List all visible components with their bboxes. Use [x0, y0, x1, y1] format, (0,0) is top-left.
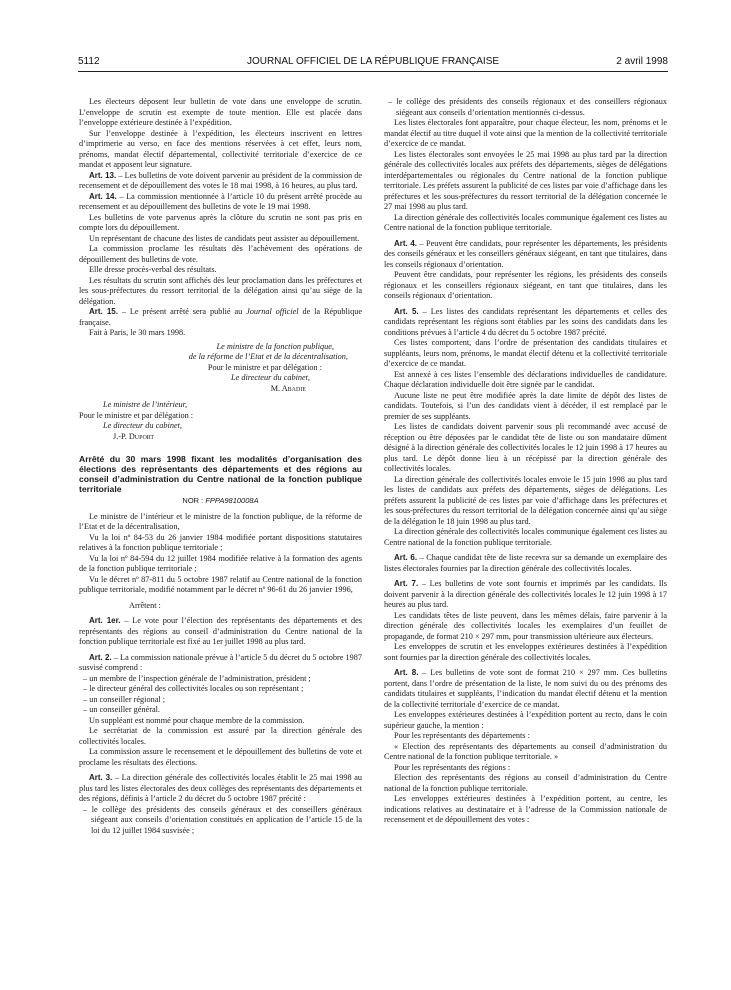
decree-title: Arrêté du 30 mars 1998 fixant les modalités d’organisation des élections des représentants des départements et des régions au conseil d’administration du Centre national de la fonction publique territoriale — [79, 454, 362, 494]
paragraph: Sur l’enveloppe destinée à l’expédition, les électeurs inscrivent en lettres d’imprimerie au verso, en face des mentions réservées à cet effet, leurs nom, prénoms, mandat électif départemental, collectivité territoriale d’exercice de ce mandat et apposent leur signature. — [79, 128, 362, 169]
paragraph: Les électeurs déposent leur bulletin de vote dans une enveloppe de scrutin. L’enveloppe de scrutin est exempte de toute mention. Elle est placée dans l’enveloppe extérieure destinée à l’expédition. — [79, 97, 362, 127]
list-item: – le directeur général des collectivités locales ou son représentant ; — [83, 684, 304, 693]
list-item: – un conseiller général. — [83, 705, 160, 714]
signatory-name: J.-P. Duport — [113, 431, 155, 441]
paragraph: Un suppléant est nommé pour chaque membre de la commission. — [89, 715, 305, 725]
visa: Vu le décret nº 87-811 du 5 octobre 1987 relatif au Centre national de la fonction publique territoriale, modifié notamment par le décret nº 96-61 du 26 janvier 1996, — [79, 574, 362, 594]
article-text: de la République française. — [79, 307, 363, 327]
paragraph: Le secrétariat de la commission est assuré par la direction générale des collectivités locales. — [79, 726, 362, 746]
right-column — [384, 97, 667, 826]
paragraph: La direction générale des collectivités locales envoie le 15 juin 1998 au plus tard les listes de candidats aux préfets des départements, sièges de délégations. Les préfets assurent la publicité de ces listes par voie d’affichage dans les préfectures et les sous-préfectures du ressort territorial de la délégation concernée ainsi qu’au siège de la délégation le 18 juin 1998 au plus tard. — [384, 474, 667, 526]
signatory-role: Le directeur du cabinet, — [231, 373, 310, 382]
header-rule — [78, 71, 668, 72]
signature-block-1 — [79, 342, 362, 395]
paragraph: Les résultats du scrutin sont affichés dès leur proclamation dans les préfectures et les sous-préfectures du ressort territorial de la délégation ainsi qu’au siège de la délégation. — [79, 275, 362, 306]
article-15 — [79, 307, 362, 328]
article-label: Art. 5. — [394, 306, 419, 316]
paragraph: La direction générale des collectivités locales communique également ces listes au Centre national de la fonction publique territoriale. — [384, 212, 667, 232]
signatory-title: de la réforme de l’Etat et de la décentralisation, — [188, 352, 348, 361]
preamble: Le ministre de l’intérieur et le ministre de la fonction publique, de la réforme de l’Etat et de la décentralisation, — [79, 511, 362, 531]
left-column — [79, 97, 362, 836]
nor-code: FPPA9810008A — [205, 496, 259, 505]
visa: Vu la loi nº 84-594 du 12 juillet 1984 modifiée relative à la formation des agents de la fonction publique territoriale ; — [79, 553, 362, 573]
article-label: Art. 6. — [394, 553, 418, 562]
paragraph: La commission proclame les résultats dès l’achèvement des opérations de dépouillement des bulletins de vote. — [79, 244, 362, 264]
article-text: – Les bulletins de vote doivent parvenir au président de la commission de recensement et de dépouillement des votes le 18 mai 1998, à 16 heures, au plus tard. — [79, 170, 363, 190]
signatory-title: Le ministre de l’intérieur, — [103, 400, 188, 409]
article-label: Art. 2. — [89, 652, 112, 662]
article-label: Art. 7. — [394, 579, 419, 588]
paragraph: Les enveloppes extérieures destinées à l’expédition portent au recto, dans le coin supérieur gauche, la mention : — [384, 710, 667, 730]
paragraph: Est annexé à ces listes l’ensemble des déclarations individuelles de candidature. Chaque déclaration individuelle doit être signée par le candidat. — [384, 369, 667, 389]
nor-reference — [79, 496, 362, 507]
article-text: – Les bulletins de vote sont fournis et imprimés par les candidats. Ils doivent parvenir à la direction générale des collectivités locales le 12 juin 1998 à 17 heures au plus tard. — [384, 579, 667, 609]
nor-label: NOR : — [182, 496, 206, 505]
article-4 — [384, 239, 667, 271]
paragraph: Les bulletins de vote parvenus après la clôture du scrutin ne sont pas pris en compte lors du dépouillement. — [79, 212, 362, 232]
paragraph: Aucune liste ne peut être modifiée après la date limite de dépôt des listes de candidats. Toutefois, si l’un des candidats vient à décéder, il est remplacé par le premier de ses suppléants. — [384, 390, 667, 421]
page-header — [78, 56, 668, 70]
article-label: Art. 3. — [89, 773, 113, 782]
arretent: Arrêtent : — [129, 600, 161, 610]
article-1 — [79, 616, 362, 648]
paragraph: Les enveloppes de scrutin et les enveloppes extérieures destinées à l’expédition sont fournies par la direction générale des collectivités locales. — [384, 642, 667, 662]
article-text: – Chaque candidat tête de liste recevra sur sa demande un exemplaire des listes électorales fournies par la direction générale des collectivités locales. — [384, 553, 667, 573]
signature-block-2 — [79, 400, 362, 442]
paragraph: Elle dresse procès-verbal des résultats. — [89, 265, 217, 274]
paragraph: Peuvent être candidats, pour représenter les régions, les présidents des conseils régionaux et les conseillers régionaux siégeant, en tant que titulaires, dans les conseils régionaux d’orientation. — [384, 270, 667, 300]
article-3 — [79, 773, 362, 805]
list-item: – le collège des présidents des conseils généraux et des conseillers généraux siégeant aux conseils d’orientation constitués en application de l’article 15 de la loi du 12 juillet 1984 susvisée ; — [83, 804, 362, 835]
signatory-role: Le directeur du cabinet, — [103, 421, 182, 430]
paragraph: Les listes électorales font apparaître, pour chaque électeur, les nom, prénoms et le mandat électif au titre duquel il vote ainsi que la mention de la collectivité territoriale d’exercice de ce mandat. — [384, 118, 667, 148]
paragraph: Pour les représentants des régions : — [394, 762, 511, 772]
paragraph: Election des représentants des régions au conseil d’administration du Centre national de la fonction publique territoriale. — [384, 773, 667, 793]
paragraph: Les listes de candidats doivent parvenir sous pli recommandé avec accusé de réception ou être déposées par le candidat tête de liste ou son mandataire dûment désigné à la direction générale des collectivités locales le 12 juin 1998 à 17 heures au plus tard. Le dépôt donne lieu à un récépissé par la direction générale des collectivités locales. — [384, 422, 667, 473]
article-label: Art. 15. — [89, 307, 118, 316]
publication-date: 2 avril 1998 — [616, 56, 668, 67]
article-label: Art. 4. — [394, 238, 418, 248]
paragraph: Pour les représentants des départements : — [394, 731, 530, 740]
page-number: 5112 — [78, 56, 100, 67]
list-item: – un conseiller régional ; — [83, 694, 166, 704]
journal-title: JOURNAL OFFICIEL DE LA RÉPUBLIQUE FRANÇAISE — [246, 56, 500, 67]
delegation-line: Pour le ministre et par délégation : — [207, 362, 322, 372]
paragraph: Les candidats têtes de liste peuvent, dans les mêmes délais, faire parvenir à la direction générale des collectivités locales les exemplaires d’un feuillet de propagande, de format 210 × 297 mm, pour transmission ultérieure aux électeurs. — [384, 610, 667, 641]
article-label: Art. 14. — [89, 191, 117, 201]
article-text: – Peuvent être candidats, pour représenter les départements, les présidents des conseils généraux et les conseillers généraux siégeant, en tant que titulaires, dans les conseils régionaux d’orientation. — [384, 238, 668, 269]
article-text: – Les bulletins de vote sont de format 210 × 297 mm. Ces bulletins portent, dans l’ordre de présentation de la liste, le nom suivi du ou des prénoms des candidats titulaires et suppléants, l’indication du mandat électif détenu et la mention de la collectivité territoriale d’exercice de ce mandat. — [384, 668, 667, 709]
article-text: – La commission mentionnée à l’article 10 du présent arrêté procède au recensement et au dépouillement des bulletins de vote le 19 mai 1998. — [79, 191, 362, 211]
signatory-title: Le ministre de la fonction publique, — [216, 341, 334, 351]
article-text: – La commission nationale prévue à l’article 5 du décret du 5 octobre 1987 susvisé comprend : — [79, 652, 362, 672]
article-text: – Le présent arrêté sera publié au — [117, 307, 247, 316]
article-label: Art. 1er. — [89, 616, 121, 625]
signatory-name: M. Abadie — [270, 383, 306, 393]
paragraph: Ces listes comportent, dans l’ordre de présentation des candidats titulaires et suppléants, leurs nom, prénoms, le mandat électif détenu et la collectivité territoriale d’exercice de ce mandat. — [384, 338, 667, 368]
done-at: Fait à Paris, le 30 mars 1998. — [89, 328, 186, 337]
paragraph: Les listes électorales sont envoyées le 25 mai 1998 au plus tard par la direction générale des collectivités locales aux préfets des départements, sièges de délégations interdépartementales ou régionales du Centre national de la fonction publique territoriale. Les préfets assurent la publicité de ces listes par voie d’affichage dans les préfectures et les sous-préfectures du ressort territorial de la délégation concernée le 27 mai 1998 au plus tard. — [384, 149, 667, 211]
delegation-line: Pour le ministre et par délégation : — [79, 410, 194, 420]
paragraph: « Election des représentants des départements au conseil d’administration du Centre national de la fonction publique territoriale. » — [384, 741, 667, 761]
article-14 — [79, 192, 362, 213]
paragraph: La direction générale des collectivités locales communique également ces listes au Centre national de la fonction publique territoriale. — [384, 527, 667, 547]
paragraph: Les enveloppes extérieures destinées à l’expédition portent, au centre, les indications relatives au destinataire et à l’adresse de la Commission nationale de recensement et de dépouillement des votes : — [384, 794, 667, 824]
article-label: Art. 8. — [394, 668, 419, 677]
article-6 — [384, 553, 667, 574]
article-5 — [384, 307, 667, 339]
article-2 — [79, 653, 362, 674]
paragraph: La commission assure le recensement et le dépouillement des bulletins de vote et proclame les résultats des élections. — [79, 747, 362, 767]
article-label: Art. 13. — [89, 170, 117, 180]
article-text: – Les listes des candidats représentant les départements et celles des candidats représentant les régions sont établies par les soins des candidats dans les conditions prévues à l’article 4 du décret du 5 octobre 1987 précité. — [384, 306, 668, 337]
visa: Vu la loi nº 84-53 du 26 janvier 1984 modifiée portant dispositions statutaires relatives à la fonction publique territoriale ; — [79, 532, 362, 552]
article-8 — [384, 668, 667, 710]
list-item: – un membre de l’inspection générale de l’administration, président ; — [83, 673, 311, 683]
article-text: – Le vote pour l’élection des représentants des départements et des représentants des régions au conseil d’administration du Centre national de la fonction publique territoriale est fixé au 1er juillet 1998 au plus tard. — [79, 616, 362, 646]
list-item: – le collège des présidents des conseils régionaux et des conseillers régionaux siégeant aux conseils d’orientation mentionnés ci-dessus. — [388, 97, 667, 117]
article-13 — [79, 171, 362, 192]
article-7 — [384, 579, 667, 611]
journal-reference: Journal officiel — [246, 307, 299, 316]
paragraph: Un représentant de chacune des listes de candidats peut assister au dépouillement. — [89, 233, 360, 243]
article-text: – La direction générale des collectivités locales établit le 25 mai 1998 au plus tard les listes électorales des deux collèges des représentants des départements et des régions, définis à l’article 2 du décret du 5 octobre 1987 précité : — [79, 773, 363, 803]
